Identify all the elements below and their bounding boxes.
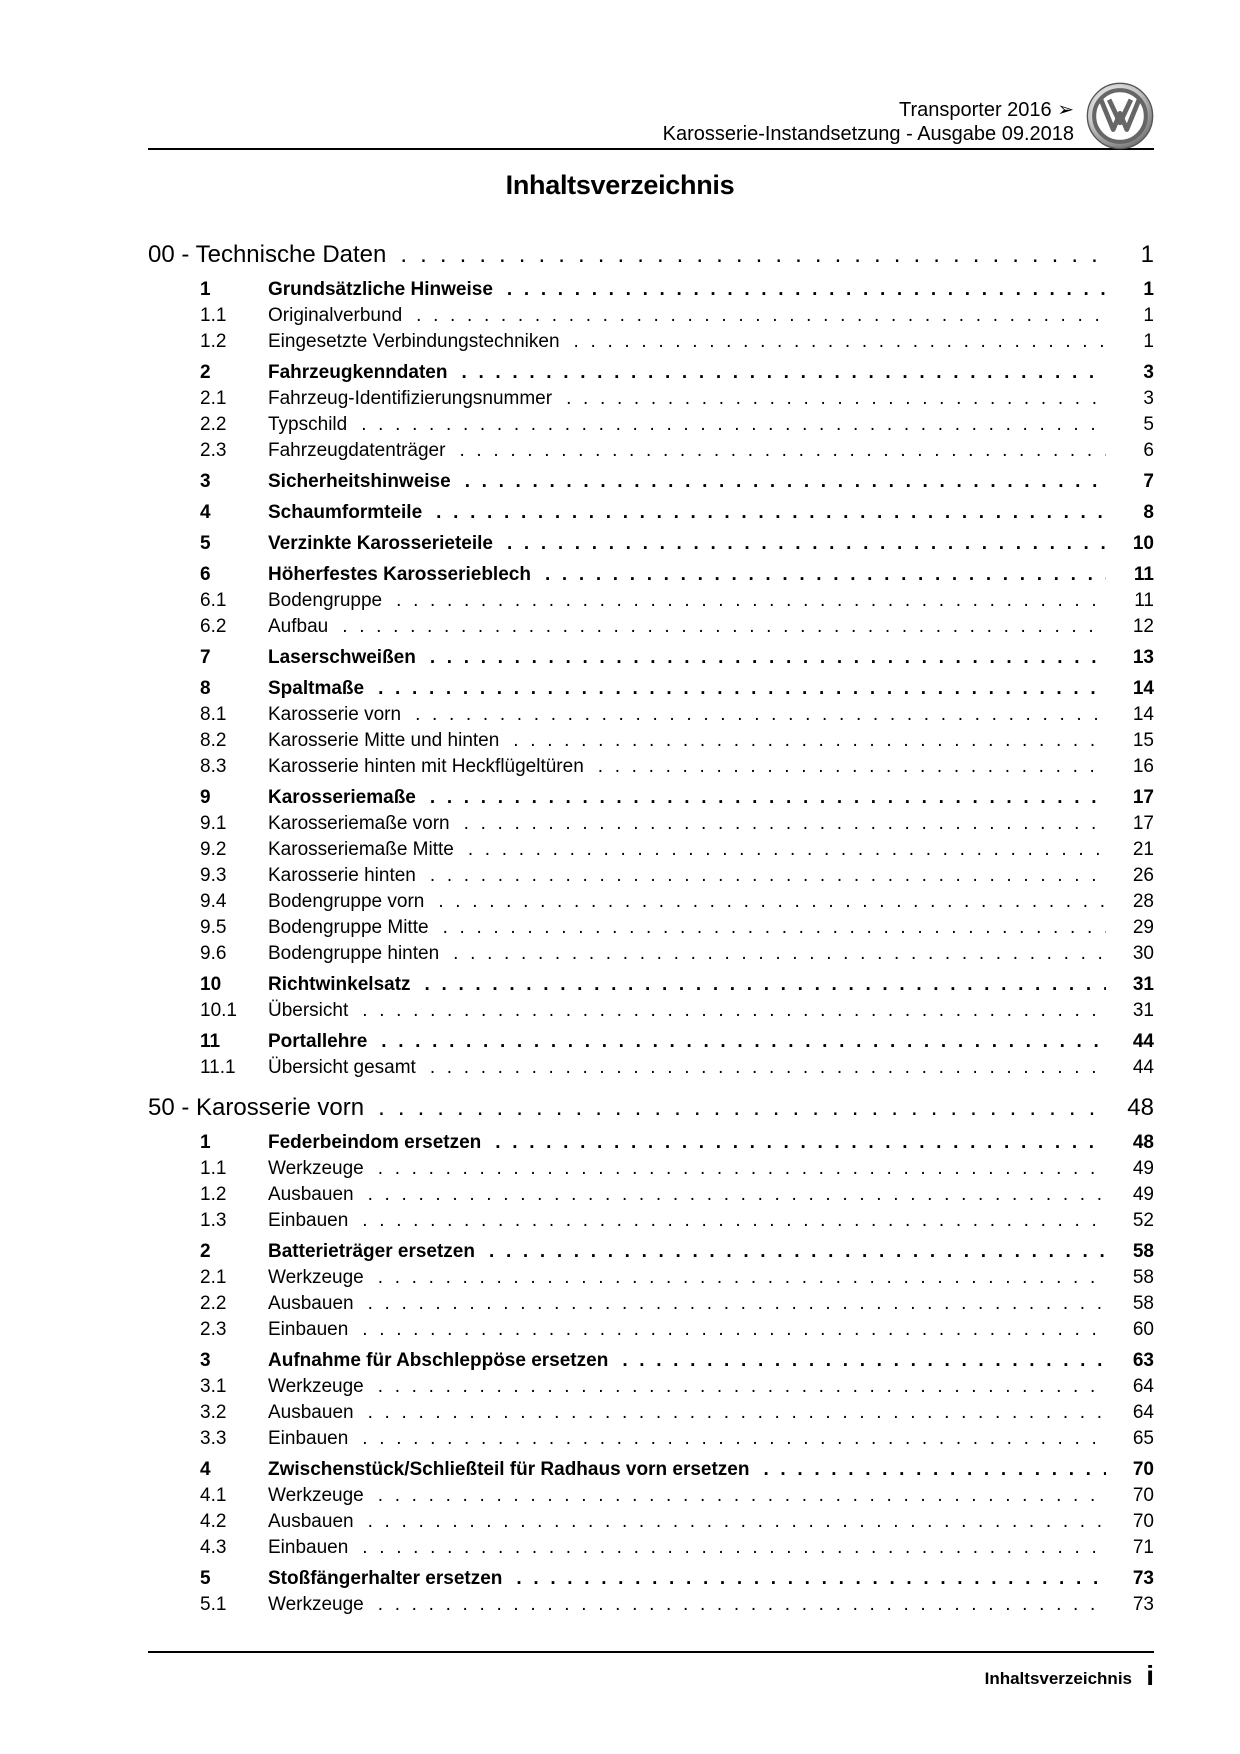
- toc-label: Aufnahme für Abschleppöse ersetzen: [268, 1350, 609, 1371]
- toc-page-number: 3: [1143, 362, 1154, 383]
- toc-label: Karosseriemaße: [268, 787, 416, 808]
- toc-label: Fahrzeug-Identifizierungsnummer: [268, 388, 553, 409]
- toc-label: Federbeindom ersetzen: [268, 1132, 482, 1153]
- footer-label: Inhaltsverzeichnis: [984, 1669, 1132, 1688]
- toc-label: Ausbauen: [268, 1402, 354, 1423]
- toc-label: Einbauen: [268, 1537, 349, 1558]
- toc-number: 10: [200, 974, 222, 995]
- toc-number: 6.2: [200, 616, 227, 637]
- toc-page-number: 63: [1132, 1350, 1154, 1371]
- toc-leader-dots: [489, 1239, 1106, 1265]
- toc-subsection[interactable]: [148, 728, 1154, 754]
- toc-number: 4: [200, 502, 211, 523]
- toc-leader-dots: [545, 562, 1106, 588]
- toc-leader-dots: [430, 645, 1106, 671]
- toc-page-number: 13: [1132, 647, 1154, 668]
- toc-label: Höherfestes Karosserieblech: [268, 564, 531, 585]
- toc-section[interactable]: [148, 1566, 1154, 1592]
- toc-leader-dots: [361, 412, 1106, 438]
- toc-page-number: 17: [1132, 787, 1154, 808]
- toc-subsection[interactable]: [148, 1400, 1154, 1426]
- toc-number: 3.3: [200, 1428, 227, 1449]
- toc-label: Bodengruppe vorn: [268, 891, 425, 912]
- toc-page-number: 52: [1132, 1210, 1154, 1231]
- header-text: [663, 98, 1074, 146]
- toc-page-number: 73: [1132, 1568, 1154, 1589]
- toc-subsection[interactable]: [148, 1374, 1154, 1400]
- toc-leader-dots: [362, 1535, 1106, 1561]
- toc-section[interactable]: [148, 500, 1154, 526]
- toc-subsection[interactable]: [148, 1291, 1154, 1317]
- toc-leader-dots: [622, 1348, 1106, 1374]
- toc-label: 50 - Karosserie vorn: [148, 1094, 365, 1121]
- toc-number: 11: [200, 1031, 221, 1052]
- toc-label: Werkzeuge: [268, 1376, 364, 1397]
- toc-subsection[interactable]: [148, 915, 1154, 941]
- toc-page-number: 1: [1140, 241, 1154, 268]
- toc-number: 8.2: [200, 730, 227, 751]
- toc-label: Eingesetzte Verbindungstechniken: [268, 331, 560, 352]
- toc-subsection[interactable]: [148, 614, 1154, 640]
- header-manual: Karosserie-Instandsetzung - Ausgabe 09.2018: [662, 123, 1074, 145]
- toc-page-number: 8: [1143, 502, 1154, 523]
- toc-page-number: 26: [1132, 865, 1154, 886]
- toc-leader-dots: [443, 915, 1106, 941]
- toc-leader-dots: [453, 941, 1106, 967]
- toc-leader-dots: [598, 754, 1106, 780]
- toc-leader-dots: [459, 438, 1106, 464]
- toc-number: 8.3: [200, 756, 227, 777]
- toc-label: Werkzeuge: [268, 1485, 364, 1506]
- toc-leader-dots: [430, 863, 1106, 889]
- toc-label: Laserschweißen: [268, 647, 416, 668]
- toc-number: 6.1: [200, 590, 227, 611]
- toc-subsection[interactable]: [148, 1535, 1154, 1561]
- toc-number: 5.1: [200, 1594, 227, 1615]
- toc-label: Ausbauen: [268, 1184, 354, 1205]
- toc-leader-dots: [566, 386, 1106, 412]
- toc-number: 3.2: [200, 1402, 227, 1423]
- header-model: Transporter 2016 ➢: [899, 99, 1074, 121]
- toc-leader-dots: [513, 728, 1106, 754]
- toc-page-number: 3: [1143, 388, 1154, 409]
- toc-section[interactable]: [148, 277, 1154, 303]
- toc-subsection[interactable]: [148, 386, 1154, 412]
- toc-label: Verzinkte Karosserieteile: [268, 533, 493, 554]
- toc-number: 9.2: [200, 839, 227, 860]
- toc-chapter[interactable]: [148, 1091, 1154, 1125]
- toc-leader-dots: [362, 1317, 1106, 1343]
- toc-leader-dots: [378, 1265, 1106, 1291]
- toc-subsection[interactable]: [148, 1182, 1154, 1208]
- toc-leader-dots: [381, 1029, 1106, 1055]
- toc-subsection[interactable]: [148, 702, 1154, 728]
- toc-page-number: 14: [1132, 704, 1154, 725]
- toc-subsection[interactable]: [148, 303, 1154, 329]
- toc-label: Typschild: [268, 414, 348, 435]
- toc-leader-dots: [416, 303, 1106, 329]
- toc-number: 4.2: [200, 1511, 227, 1532]
- toc-number: 3.1: [200, 1376, 227, 1397]
- toc-label: Ausbauen: [268, 1511, 354, 1532]
- toc-leader-dots: [396, 588, 1106, 614]
- toc-leader-dots: [763, 1457, 1106, 1483]
- toc-leader-dots: [378, 1592, 1106, 1618]
- toc-subsection[interactable]: [148, 1426, 1154, 1452]
- toc-leader-dots: [461, 360, 1106, 386]
- toc-page-number: 30: [1132, 943, 1154, 964]
- toc-number: 1.1: [200, 305, 227, 326]
- toc-number: 9.4: [200, 891, 227, 912]
- toc-page-number: 1: [1143, 305, 1154, 326]
- toc-page-number: 71: [1132, 1537, 1154, 1558]
- toc-number: 6: [200, 564, 211, 585]
- toc-section[interactable]: [148, 645, 1154, 671]
- toc-number: 9.5: [200, 917, 227, 938]
- footer-rule: [148, 1651, 1154, 1653]
- toc-subsection[interactable]: [148, 837, 1154, 863]
- toc-page-number: 11: [1133, 564, 1154, 585]
- toc-number: 9.3: [200, 865, 227, 886]
- toc-page-number: 49: [1132, 1184, 1154, 1205]
- toc-number: 4: [200, 1459, 211, 1480]
- toc-number: 1: [200, 279, 211, 300]
- toc-leader-dots: [507, 277, 1106, 303]
- toc-leader-dots: [362, 998, 1106, 1024]
- toc-label: Richtwinkelsatz: [268, 974, 411, 995]
- toc-label: Werkzeuge: [268, 1594, 364, 1615]
- toc-page-number: 29: [1132, 917, 1154, 938]
- toc-subsection[interactable]: [148, 329, 1154, 355]
- toc-leader-dots: [378, 676, 1106, 702]
- toc-number: 2.2: [200, 1293, 227, 1314]
- toc-number: 9: [200, 787, 211, 808]
- toc-leader-dots: [368, 1182, 1106, 1208]
- toc-subsection[interactable]: [148, 438, 1154, 464]
- toc-number: 2: [200, 1241, 211, 1262]
- page-header: [148, 98, 1074, 150]
- toc-label: Karosseriemaße vorn: [268, 813, 450, 834]
- toc-leader-dots: [464, 811, 1106, 837]
- toc-number: 2.2: [200, 414, 227, 435]
- toc-leader-dots: [495, 1130, 1106, 1156]
- toc-leader-dots: [425, 972, 1106, 998]
- toc-subsection[interactable]: [148, 1208, 1154, 1234]
- toc-label: Schaumformteile: [268, 502, 423, 523]
- toc-label: Karosserie Mitte und hinten: [268, 730, 500, 751]
- toc-page-number: 31: [1132, 974, 1154, 995]
- toc-section[interactable]: [148, 1457, 1154, 1483]
- toc-page-number: 1: [1143, 331, 1154, 352]
- toc-section[interactable]: [148, 562, 1154, 588]
- toc-page-number: 58: [1132, 1293, 1154, 1314]
- toc-subsection[interactable]: [148, 811, 1154, 837]
- toc-leader-dots: [400, 238, 1106, 272]
- toc-leader-dots: [430, 1055, 1106, 1081]
- toc-number: 3: [200, 1350, 211, 1371]
- toc-label: Werkzeuge: [268, 1267, 364, 1288]
- toc-section[interactable]: [148, 676, 1154, 702]
- toc-number: 10.1: [200, 1000, 237, 1021]
- toc-leader-dots: [436, 500, 1106, 526]
- toc-number: 11.1: [200, 1057, 236, 1078]
- toc-label: Einbauen: [268, 1428, 349, 1449]
- toc-leader-dots: [507, 531, 1106, 557]
- toc-number: 8.1: [200, 704, 227, 725]
- toc-page-number: 58: [1132, 1241, 1154, 1262]
- toc-label: Batterieträger ersetzen: [268, 1241, 475, 1262]
- toc-leader-dots: [438, 889, 1106, 915]
- toc-subsection[interactable]: [148, 941, 1154, 967]
- toc-page-number: 28: [1132, 891, 1154, 912]
- toc-subsection[interactable]: [148, 588, 1154, 614]
- toc-label: Karosseriemaße Mitte: [268, 839, 454, 860]
- toc-leader-dots: [574, 329, 1106, 355]
- toc-page-number: 7: [1143, 471, 1154, 492]
- toc-number: 8: [200, 678, 211, 699]
- toc-page-number: 70: [1132, 1511, 1154, 1532]
- toc-label: Übersicht: [268, 1000, 349, 1021]
- toc-label: Spaltmaße: [268, 678, 365, 699]
- toc-leader-dots: [362, 1426, 1106, 1452]
- toc-page-number: 64: [1132, 1376, 1154, 1397]
- toc-number: 5: [200, 1568, 211, 1589]
- toc-subsection[interactable]: [148, 1156, 1154, 1182]
- toc-number: 2.1: [200, 388, 227, 409]
- page-title: Inhaltsverzeichnis: [505, 170, 735, 200]
- toc-section[interactable]: [148, 785, 1154, 811]
- toc-page-number: 12: [1132, 616, 1154, 637]
- toc-page-number: 48: [1127, 1094, 1154, 1121]
- toc-number: 1.3: [200, 1210, 227, 1231]
- toc-label: Karosserie vorn: [268, 704, 402, 725]
- toc-section[interactable]: [148, 469, 1154, 495]
- toc-page-number: 73: [1132, 1594, 1154, 1615]
- toc-page-number: 6: [1143, 440, 1154, 461]
- toc-subsection[interactable]: [148, 998, 1154, 1024]
- toc-subsection[interactable]: [148, 754, 1154, 780]
- toc-page-number: 5: [1143, 414, 1154, 435]
- toc-subsection[interactable]: [148, 412, 1154, 438]
- toc-leader-dots: [516, 1566, 1106, 1592]
- toc-leader-dots: [378, 1483, 1106, 1509]
- toc-number: 3: [200, 471, 211, 492]
- toc-page-number: 48: [1132, 1132, 1154, 1153]
- table-of-contents: [148, 238, 1154, 1618]
- toc-number: 5: [200, 533, 211, 554]
- toc-label: Karosserie hinten mit Heckflügeltüren: [268, 756, 584, 777]
- toc-leader-dots: [378, 1091, 1106, 1125]
- toc-page-number: 10: [1132, 533, 1154, 554]
- toc-page-number: 14: [1132, 678, 1154, 699]
- toc-chapter[interactable]: [148, 238, 1154, 272]
- toc-page-number: 70: [1132, 1459, 1154, 1480]
- header-rule: [148, 148, 1154, 150]
- toc-label: Bodengruppe hinten: [268, 943, 440, 964]
- toc-leader-dots: [342, 614, 1106, 640]
- toc-leader-dots: [430, 785, 1106, 811]
- toc-section[interactable]: [148, 1239, 1154, 1265]
- toc-subsection[interactable]: [148, 889, 1154, 915]
- toc-section[interactable]: [148, 1348, 1154, 1374]
- footer-page-number: i: [1146, 1660, 1154, 1691]
- toc-page-number: 44: [1132, 1057, 1154, 1078]
- toc-label: Einbauen: [268, 1319, 349, 1340]
- toc-label: Bodengruppe: [268, 590, 383, 611]
- toc-page-number: 58: [1132, 1267, 1154, 1288]
- toc-page-number: 15: [1132, 730, 1154, 751]
- toc-page-number: 44: [1132, 1031, 1154, 1052]
- toc-page-number: 65: [1132, 1428, 1154, 1449]
- toc-label: Grundsätzliche Hinweise: [268, 279, 493, 300]
- toc-label: Bodengruppe Mitte: [268, 917, 429, 938]
- toc-page-number: 64: [1132, 1402, 1154, 1423]
- toc-label: 00 - Technische Daten: [148, 241, 387, 268]
- toc-subsection[interactable]: [148, 1509, 1154, 1535]
- toc-leader-dots: [465, 469, 1106, 495]
- toc-label: Ausbauen: [268, 1293, 354, 1314]
- toc-leader-dots: [368, 1509, 1106, 1535]
- toc-label: Übersicht gesamt: [268, 1057, 416, 1078]
- toc-number: 1: [200, 1132, 211, 1153]
- vw-logo-icon: [1086, 82, 1154, 150]
- toc-number: 4.1: [200, 1485, 227, 1506]
- toc-section[interactable]: [148, 531, 1154, 557]
- toc-page-number: 1: [1143, 279, 1154, 300]
- toc-leader-dots: [378, 1156, 1106, 1182]
- toc-subsection[interactable]: [148, 1592, 1154, 1618]
- toc-leader-dots: [368, 1291, 1106, 1317]
- toc-leader-dots: [415, 702, 1106, 728]
- toc-leader-dots: [362, 1208, 1106, 1234]
- toc-number: 2.3: [200, 1319, 227, 1340]
- toc-subsection[interactable]: [148, 1317, 1154, 1343]
- toc-leader-dots: [468, 837, 1106, 863]
- toc-number: 2.1: [200, 1267, 227, 1288]
- toc-number: 4.3: [200, 1537, 227, 1558]
- toc-page-number: 60: [1132, 1319, 1154, 1340]
- toc-number: 9.6: [200, 943, 227, 964]
- toc-leader-dots: [368, 1400, 1106, 1426]
- toc-label: Einbauen: [268, 1210, 349, 1231]
- toc-subsection[interactable]: [148, 1483, 1154, 1509]
- toc-number: 7: [200, 647, 211, 668]
- toc-label: Originalverbund: [268, 305, 403, 326]
- toc-number: 1.2: [200, 1184, 227, 1205]
- toc-number: 9.1: [200, 813, 227, 834]
- toc-page-number: 21: [1132, 839, 1154, 860]
- toc-label: Zwischenstück/Schließteil für Radhaus vorn ersetzen: [268, 1459, 750, 1480]
- toc-label: Portallehre: [268, 1031, 368, 1052]
- toc-number: 1.1: [200, 1158, 227, 1179]
- toc-page-number: 49: [1132, 1158, 1154, 1179]
- toc-label: Karosserie hinten: [268, 865, 416, 886]
- toc-label: Stoßfängerhalter ersetzen: [268, 1568, 503, 1589]
- toc-label: Fahrzeugkenndaten: [268, 362, 448, 383]
- toc-leader-dots: [378, 1374, 1106, 1400]
- toc-label: Sicherheitshinweise: [268, 471, 451, 492]
- toc-section[interactable]: [148, 972, 1154, 998]
- toc-subsection[interactable]: [148, 1265, 1154, 1291]
- toc-section[interactable]: [148, 1029, 1154, 1055]
- toc-label: Aufbau: [268, 616, 329, 637]
- toc-label: Fahrzeugdatenträger: [268, 440, 446, 461]
- toc-number: 1.2: [200, 331, 227, 352]
- toc-page-number: 16: [1132, 756, 1154, 777]
- toc-page-number: 70: [1132, 1485, 1154, 1506]
- toc-subsection[interactable]: [148, 1055, 1154, 1081]
- toc-number: 2: [200, 362, 211, 383]
- toc-page-number: 31: [1132, 1000, 1154, 1021]
- toc-number: 2.3: [200, 440, 227, 461]
- toc-section[interactable]: [148, 1130, 1154, 1156]
- toc-page-number: 11: [1134, 590, 1154, 611]
- toc-label: Werkzeuge: [268, 1158, 364, 1179]
- toc-section[interactable]: [148, 360, 1154, 386]
- toc-page-number: 17: [1132, 813, 1154, 834]
- toc-subsection[interactable]: [148, 863, 1154, 889]
